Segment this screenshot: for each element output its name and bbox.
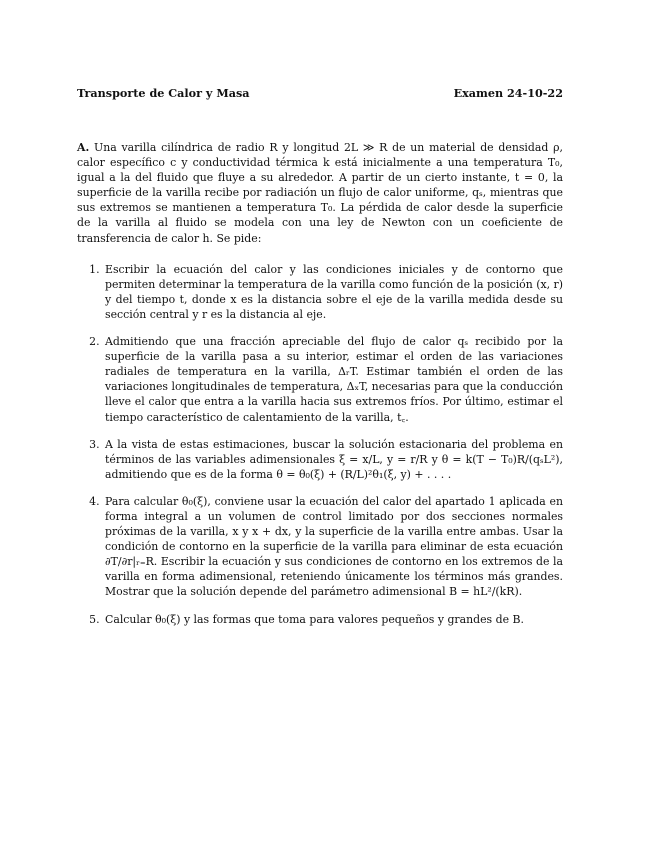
course-title: Transporte de Calor y Masa bbox=[77, 86, 250, 100]
problem-statement bbox=[77, 140, 563, 246]
exam-date: Examen 24-10-22 bbox=[453, 86, 563, 100]
question-5: 5. Calcular θ₀(ξ) y las formas que toma para valores pequeños y grandes de B. bbox=[103, 612, 563, 627]
question-1: 1. Escribir la ecuación del calor y las condiciones iniciales y de contorno que permiten determinar la temperatura de la varilla como función de la posición (x, r) y del tiempo t, donde x es la distancia sobre el eje de la varilla medida desde su sección central y r es la distancia al eje. bbox=[103, 262, 563, 322]
question-3: 3. A la vista de estas estimaciones, buscar la solución estacionaria del problema en términos de las variables adimensionales ξ = x/L, y = r/R y θ = k(T − T₀)R/(qₛL²), admitiendo que es de la forma θ = θ₀(ξ) + (R/L)²θ₁(ξ, y) + . . . . bbox=[103, 437, 563, 482]
problem-label: A. bbox=[77, 141, 90, 154]
problem-text: Una varilla cilíndrica de radio R y longitud 2L ≫ R de un material de densidad ρ, calor específico c y conductividad térmica k está inicialmente a una temperatura T₀, igual a la del fluido que fluye a su alrededor. A partir de un cierto instante, t = 0, la superficie de la varilla recibe por radiación un flujo de calor uniforme, qₛ, mientras que sus extremos se mantienen a temperatura T₀. La pérdida de calor desde la superficie de la varilla al fluido se modela con una ley de Newton con un coeficiente de transferencia de calor h. Se pide: bbox=[77, 141, 563, 245]
exam-page bbox=[77, 86, 563, 639]
page-header bbox=[77, 86, 563, 100]
question-list bbox=[77, 262, 563, 627]
question-2: 2. Admitiendo que una fracción apreciable del flujo de calor qₛ recibido por la superficie de la varilla pasa a su interior, estimar el orden de las variaciones radiales de temperatura en la varilla, ΔᵣT. Estimar también el orden de las variaciones longitudinales de temperatura, ΔₓT, necesarias para que la conducción lleve el calor que entra a la varilla hacia sus extremos fríos. Por último, estimar el tiempo característico de calentamiento de la varilla, t꜀. bbox=[103, 334, 563, 425]
question-4: 4. Para calcular θ₀(ξ), conviene usar la ecuación del calor del apartado 1 aplicada en forma integral a un volumen de control limitado por dos secciones normales próximas de la varilla, x y x + dx, y la superficie de la varilla entre ambas. Usar la condición de contorno en la superficie de la varilla para eliminar de esta ecuación ∂T/∂r|ᵣ₌R. Escribir la ecuación y sus condiciones de contorno en los extremos de la varilla en forma adimensional, reteniendo únicamente los términos más grandes. Mostrar que la solución depende del parámetro adimensional B = hL²/(kR). bbox=[103, 494, 563, 600]
